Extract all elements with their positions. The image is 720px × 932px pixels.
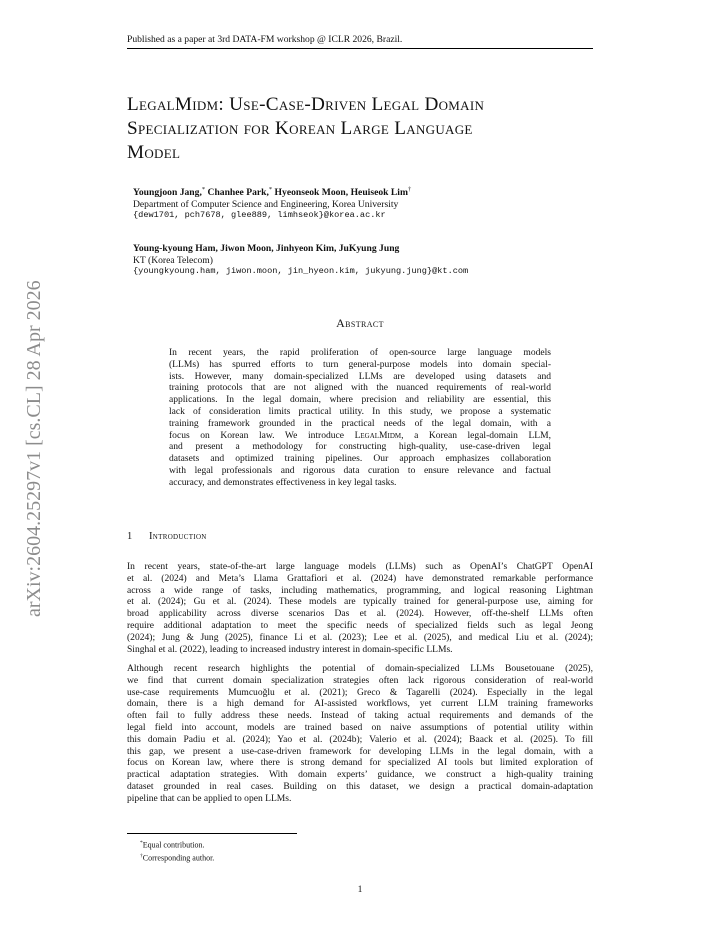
abstract-heading: Abstract <box>336 316 384 330</box>
footnote-mark: * <box>140 840 143 846</box>
author-affiliation: KT (Korea Telecom) <box>133 254 213 266</box>
author-names: Youngjoon Jang,* Chanhee Park,* Hyeonseok Moon, Heuiseok Lim† <box>133 186 412 199</box>
paragraph-line: require additional adaptation to meet the specific needs of specialized fields such as legal Jeong <box>127 619 593 631</box>
abstract-text <box>169 347 551 489</box>
abstract-line: training protocols that are not aligned with the nuanced requirements of real-world <box>169 382 551 394</box>
footnote-equal-contribution <box>140 838 214 851</box>
author-email[interactable]: {youngkyoung.ham, jiwon.moon, jin_hyeon.kim, jukyung.jung}@kt.com <box>133 266 469 277</box>
abstract-line: ists. However, many domain-specialized LLMs are developed using datasets and <box>169 370 551 382</box>
author-names: Young-kyoung Ham, Jiwon Moon, Jinhyeon Kim, JuKyung Jung <box>133 243 400 254</box>
author-affiliation: Department of Computer Science and Engineering, Korea University <box>133 198 399 210</box>
section-number: 1 <box>127 531 133 542</box>
paragraph-line: et al. (2024) and Meta’s Llama Grattafiori et al. (2024) have demonstrated remarkable performance <box>127 572 593 584</box>
footnotes <box>140 838 214 863</box>
paragraph-line: we find that current domain specialization strategies often lack rigorous consideration of real-world <box>127 674 593 686</box>
footnote-text: Equal contribution. <box>142 840 205 850</box>
paragraph-line: practical adaptation strategies. With domain experts’ guidance, we construct a high-quality training <box>127 769 593 781</box>
abstract-line: and present a methodology for constructing high-quality, use-case-driven legal <box>169 441 551 453</box>
running-header: Published as a paper at 3rd DATA-FM workshop @ ICLR 2026, Brazil. <box>127 34 593 49</box>
abstract-line: lack of consideration limits practical utility. In this study, we propose a systematic <box>169 405 551 417</box>
paragraph-line: legal field into account, models are trained based on naive assumptions of potential utility within <box>127 721 593 733</box>
abstract-line: datasets and optimized training pipelines. Our approach emphasizes collaboration <box>169 453 551 465</box>
paragraph-line: et al. (2024); Gu et al. (2024). These models are typically trained for general-purpose use, aiming for <box>127 596 593 608</box>
abstract-line: accuracy, and demonstrates effectiveness in key legal tasks. <box>169 476 397 488</box>
author-email[interactable]: {dew1701, pch7678, glee889, limhseok}@korea.ac.kr <box>133 210 386 221</box>
abstract-line: applications. In the legal domain, where precision and reliability are essential, this <box>169 394 551 406</box>
footnote-mark: † <box>140 852 143 859</box>
section-title: Introduction <box>149 531 207 542</box>
abstract-line: training framework grounded in the practical needs of the legal domain, with a <box>169 417 551 429</box>
paragraph-line: domain, there is a high demand for AI-assisted workflows, yet current LLM training frameworks <box>127 698 593 710</box>
footnote-text: Corresponding author. <box>142 853 215 863</box>
section-heading-introduction <box>127 531 207 542</box>
paragraph-line: across a wide range of tasks, including mathematics, programming, and logical reasoning Lightman <box>127 584 593 596</box>
title-line: Model <box>127 142 181 163</box>
title-line: LegalMidm: Use-Case-Driven Legal Domain <box>127 94 485 115</box>
intro-paragraph-1 <box>127 561 593 655</box>
paragraph-line: pipeline that can be applied to open LLMs. <box>127 792 292 804</box>
abstract-line: focus on Korean law. We introduce LegalMidm, a Korean legal-domain LLM, <box>169 429 551 441</box>
paragraph-line: use-case requirements Mumcuoğlu et al. (2021); Greco & Tagarelli (2024). Especially in the legal <box>127 686 593 698</box>
paragraph-line: In recent years, state-of-the-art large language models (LLMs) such as OpenAI’s ChatGPT OpenAI <box>127 561 593 572</box>
author-block-kt <box>133 243 603 278</box>
footnote-corresponding-author <box>140 851 214 864</box>
paragraph-line: dataset grounded in real cases. Building on this dataset, we design a practical domain-adaptation <box>127 780 593 792</box>
paragraph-line: this gap, we present a use-case-driven framework for developing LLMs in the legal domain, with a <box>127 745 593 757</box>
intro-paragraph-2 <box>127 663 593 805</box>
abstract-line: (LLMs) has spurred efforts to turn general-purpose models into domain special- <box>169 358 551 370</box>
footnote-divider <box>127 833 297 834</box>
paragraph-line: Singhal et al. (2022), leading to increased industry interest in domain-specific LLMs. <box>127 643 453 655</box>
paragraph-line: broad applicability across diverse scenarios Das et al. (2024). However, off-the-shelf LLMs often <box>127 608 593 620</box>
paragraph-line: focus on Korean law, where there is strong demand for specialized AI tools but limited exploration of <box>127 757 593 769</box>
paragraph-line: Although recent research highlights the potential of domain-specialized LLMs Bousetouane (2025), <box>127 663 593 674</box>
paragraph-line: this domain Padiu et al. (2024); Yao et al. (2024b); Valerio et al. (2024); Baack et al. (2025). To fill <box>127 733 593 745</box>
abstract-line: In recent years, the rapid proliferation of open-source large language models <box>169 347 551 358</box>
arxiv-identifier[interactable]: arXiv:2604.25297v1 [cs.CL] 28 Apr 2026 <box>23 280 45 617</box>
author-block-korea-university <box>133 184 603 222</box>
abstract-line: with legal professionals and rigorous data curation to ensure relevance and factual <box>169 464 551 476</box>
paragraph-line: (2024); Jung & Jung (2025), finance Li et al. (2023); Lee et al. (2025), and medical Liu et al. (2024); <box>127 631 593 643</box>
page-number: 1 <box>357 884 363 895</box>
paper-title <box>127 93 597 165</box>
paragraph-line: often fail to fully address these needs. Instead of taking actual requirements and demands of the <box>127 710 593 722</box>
title-line: Specialization for Korean Large Language <box>127 118 473 139</box>
